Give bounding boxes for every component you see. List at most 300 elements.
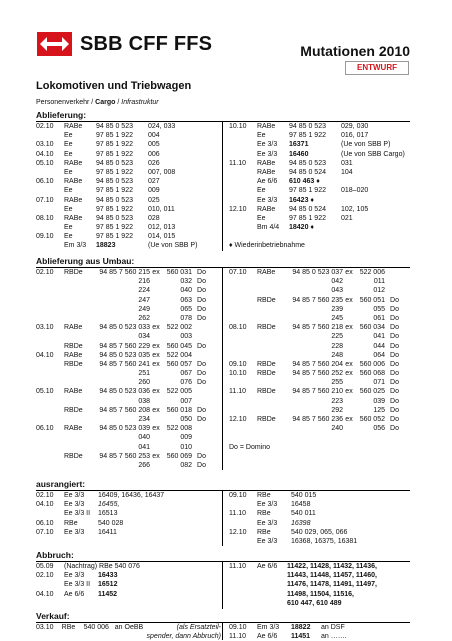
table-row [229, 214, 409, 223]
table-cell [36, 332, 64, 341]
page-title: Mutationen 2010 [300, 43, 410, 59]
section-title-umbau: Ablieferung aus Umbau: [36, 256, 135, 266]
table-cell: 028 [148, 214, 160, 222]
table-cell [36, 433, 64, 442]
table-cell: RBe [61, 624, 76, 631]
table-cell: Ee [257, 214, 266, 222]
table-cell: 04.10 [36, 351, 54, 359]
table-cell: 104 [341, 168, 353, 176]
table-cell: 078 [180, 314, 192, 322]
table-cell [150, 443, 162, 452]
table-cell: 560 057 [166, 360, 192, 368]
table-cell: 248 [331, 351, 343, 359]
table-cell: 97 85 1 922 [96, 168, 133, 176]
table-row [36, 241, 206, 250]
table-row [36, 369, 221, 378]
table-cell: 041 [138, 443, 150, 451]
table-cell: 540 028 [98, 519, 124, 527]
table-cell [150, 378, 162, 387]
table-cell: 11476, 11478, 11491, 11497, [287, 581, 377, 589]
table-cell: 94 85 7 560 235 [292, 296, 343, 304]
table-cell [229, 277, 257, 286]
table-cell: Ee [64, 187, 73, 195]
table-cell: an DSF [321, 624, 345, 631]
table-cell [36, 415, 64, 424]
table-cell [64, 433, 90, 442]
table-cell: Do [197, 296, 206, 304]
table-cell: RBDe [64, 342, 83, 350]
table-cell: 255 [331, 379, 343, 387]
table-cell: ex [345, 388, 353, 396]
ablieferung-right-table [229, 122, 409, 251]
table-cell: 94 85 0 523 [96, 196, 133, 204]
table-cell: Em 3/3 [257, 624, 280, 631]
table-cell: (Nachtrag) RBe 540 076 [64, 563, 140, 570]
table-cell [337, 241, 389, 250]
table-cell [343, 397, 355, 406]
table-cell: 12.10 [229, 416, 247, 423]
table-cell: Do [197, 406, 206, 414]
table-cell: Do [197, 416, 206, 423]
table-cell [36, 205, 64, 214]
table-cell: Do [197, 287, 206, 295]
table-row [36, 397, 221, 406]
table-cell: 94 85 7 560 241 [99, 360, 150, 368]
table-cell: 04.10 [36, 150, 54, 158]
table-cell: 006 [148, 150, 160, 158]
umbau-right-table [229, 268, 411, 452]
table-row [36, 528, 216, 537]
table-cell [257, 232, 289, 241]
table-cell [257, 332, 283, 341]
table-cell: Ae 6/6 [257, 633, 278, 641]
table-cell: ex [345, 269, 353, 276]
table-row [36, 461, 221, 470]
table-cell [229, 599, 257, 608]
table-cell: Ee 3/3 [64, 572, 85, 580]
table-row [229, 590, 411, 599]
table-cell: 012, 013 [148, 224, 176, 232]
table-cell: 94 85 0 524 [289, 205, 326, 213]
table-cell: RBe [64, 519, 78, 527]
table-cell: Ee [257, 132, 266, 140]
table-cell: 97 85 1 922 [96, 233, 133, 241]
table-cell: 94 85 0 523 [96, 159, 133, 167]
table-cell: 063 [180, 296, 192, 304]
table-cell: 076 [180, 379, 192, 387]
table-row [229, 519, 409, 528]
table-cell [36, 443, 64, 452]
table-cell: 94 85 0 523 [289, 123, 326, 130]
breadcrumb-item: Infrastruktur [121, 99, 159, 106]
table-cell [229, 590, 257, 599]
table-cell: 055 [373, 305, 385, 313]
table-cell: 07.10 [36, 528, 54, 536]
table-row [229, 351, 411, 360]
table-cell: Do [390, 379, 399, 387]
table-cell [229, 140, 257, 149]
table-cell: 260 [138, 379, 150, 387]
table-row [36, 277, 221, 286]
table-cell: 97 85 1 922 [96, 150, 133, 158]
table-cell: 292 [331, 406, 343, 414]
table-cell: 025 [148, 196, 160, 204]
table-cell: Ee 3/3 [64, 501, 85, 509]
table-cell: 94 85 0 523 037 [292, 269, 343, 276]
draft-badge: ENTWURF [345, 61, 409, 75]
table-cell: Em 3/3 [64, 242, 87, 250]
table-cell [150, 332, 162, 341]
table-cell: RBDe [64, 360, 83, 368]
table-cell: 071 [373, 379, 385, 387]
table-cell [343, 277, 355, 286]
table-cell: 16411 [98, 528, 117, 536]
table-cell: 94 85 0 523 033 [99, 324, 150, 332]
table-cell [64, 296, 90, 305]
table-cell [257, 314, 283, 323]
table-cell: 009 [148, 187, 160, 195]
table-cell [192, 433, 206, 442]
table-cell: 16398 [291, 519, 311, 527]
sbb-logo [37, 32, 212, 56]
table-cell [192, 323, 206, 332]
table-row [36, 351, 221, 360]
table-cell [192, 351, 206, 360]
table-cell: 06.10 [36, 425, 54, 433]
table-row [36, 342, 221, 351]
table-cell [192, 387, 206, 396]
table-row [229, 424, 411, 433]
table-cell: 94 85 7 560 236 [292, 416, 343, 423]
table-cell: 94 85 7 560 204 [292, 360, 343, 368]
table-cell: ex [152, 360, 160, 368]
table-cell [64, 286, 90, 295]
table-row [229, 415, 411, 424]
table-row [229, 150, 409, 159]
table-cell: 018–020 [341, 187, 369, 195]
table-cell [343, 305, 355, 314]
table-cell: 94 85 0 523 035 [99, 351, 150, 359]
table-cell: 082 [180, 461, 192, 469]
table-cell: Do [197, 461, 206, 469]
table-cell: 560 006 [359, 360, 385, 368]
table-row [36, 214, 206, 223]
table-row [229, 491, 409, 500]
table-cell [343, 433, 355, 442]
table-cell: Ee 3/3 [257, 196, 278, 204]
table-cell: 94 85 0 523 039 [99, 425, 150, 433]
table-cell: ex [345, 296, 353, 304]
table-cell: 16423 ♦ [289, 196, 314, 204]
table-row [36, 500, 216, 509]
table-cell [385, 286, 399, 295]
table-row [229, 223, 409, 232]
table-cell: 02.10 [36, 572, 54, 580]
table-cell [64, 277, 90, 286]
table-cell [36, 296, 64, 305]
table-cell: 043 [331, 287, 343, 295]
logo-text: SBB CFF FFS [80, 32, 213, 55]
table-cell [150, 314, 162, 323]
table-cell [36, 452, 64, 461]
table-cell: Ae 6/6 [64, 590, 85, 598]
table-cell [343, 342, 355, 351]
column-divider [222, 622, 223, 640]
table-cell: Do [197, 379, 206, 387]
table-cell: RBDe [64, 452, 83, 460]
table-cell: 11.10 [229, 388, 246, 396]
table-cell [343, 351, 355, 360]
table-cell: 540 015 [291, 492, 317, 499]
table-cell: 029, 030 [341, 123, 369, 130]
table-cell [36, 168, 64, 177]
section-title-ausrangiert: ausrangiert: [36, 479, 86, 489]
table-cell: 94 85 0 523 [289, 159, 326, 167]
table-cell: ex [152, 324, 160, 332]
table-cell: 11498, 11504, 11516, [287, 590, 354, 598]
table-cell: 94 85 7 560 218 [292, 324, 343, 332]
table-cell [229, 342, 257, 351]
table-cell: 224 [138, 287, 150, 295]
table-cell [229, 223, 257, 232]
table-cell: 08.10 [229, 324, 247, 332]
table-cell: 94 85 0 523 [96, 178, 133, 186]
table-cell [36, 241, 64, 250]
table-cell: Do [390, 388, 399, 396]
table-cell: 94 85 7 560 229 [99, 342, 150, 350]
table-cell: 05.10 [36, 388, 54, 396]
table-row [229, 277, 411, 286]
table-row [229, 378, 411, 387]
table-cell: 560 018 [166, 406, 192, 414]
table-cell [257, 599, 287, 608]
table-cell [36, 186, 64, 195]
table-cell: 041 [373, 333, 385, 341]
table-row [229, 323, 411, 332]
table-cell: 522 006 [359, 269, 385, 276]
table-cell [36, 406, 64, 415]
table-row [36, 332, 221, 341]
table-cell [229, 314, 257, 323]
table-cell: Do [390, 333, 399, 341]
table-cell: (als Ersatzteil- [176, 624, 222, 631]
table-cell: 056 [373, 425, 385, 433]
table-cell: RBDe [64, 406, 83, 414]
table-cell [229, 232, 257, 241]
table-cell [229, 406, 257, 415]
table-cell: Ee [64, 233, 73, 241]
table-cell: (Ue von SBB Cargo) [341, 150, 405, 158]
table-cell [385, 268, 399, 277]
table-cell [257, 590, 287, 599]
column-divider [222, 121, 223, 251]
table-cell: 97 85 1 922 [96, 224, 133, 232]
table-cell: 234 [138, 416, 150, 423]
table-cell [64, 461, 90, 470]
table-cell [36, 305, 64, 314]
table-row [229, 159, 409, 168]
table-cell: Ee 3/3 [257, 150, 278, 158]
table-cell: RBDe [257, 360, 276, 368]
table-cell: 94 85 0 523 036 [99, 388, 150, 396]
table-row [229, 332, 411, 341]
table-cell: Do [390, 351, 399, 359]
table-cell: 540 029, 065, 066 [291, 528, 348, 536]
table-cell [229, 196, 257, 205]
table-cell: ex [152, 406, 160, 414]
table-row [229, 509, 409, 518]
table-cell [283, 433, 343, 442]
table-row [229, 537, 409, 546]
table-cell [36, 342, 64, 351]
table-cell: (Ue von SBB P) [341, 141, 391, 149]
table-row [36, 168, 206, 177]
table-cell: RABe [257, 269, 276, 276]
table-cell: 11.10 [229, 159, 246, 167]
table-cell: 040 [180, 287, 192, 295]
table-cell: 027 [148, 178, 160, 186]
table-cell: 239 [331, 305, 343, 313]
table-cell: 97 85 1 922 [289, 187, 326, 195]
abbruch-right-table [229, 562, 411, 608]
table-cell: Bm 4/4 [257, 224, 280, 232]
table-cell: Ee 3/3 [257, 519, 278, 527]
table-cell: 94 85 7 560 215 [99, 269, 150, 276]
table-cell: ♦ Wiederinbetriebnahme [229, 242, 305, 250]
table-cell: 10.10 [229, 370, 247, 378]
table-cell: 610 463 ♦ [289, 178, 320, 186]
table-cell: 251 [138, 370, 150, 378]
table-cell: 16368, 16375, 16381 [291, 537, 358, 545]
table-cell: 16460 [289, 150, 309, 158]
table-cell: 10.10 [229, 123, 247, 130]
table-cell [64, 378, 90, 387]
table-cell [257, 342, 283, 351]
table-row [229, 168, 409, 177]
table-row [36, 360, 221, 369]
section-title-ablieferung: Ablieferung: [36, 110, 87, 120]
table-cell: Ee 3/3 [64, 528, 85, 536]
table-cell: 16512 [98, 581, 118, 589]
table-row [36, 268, 221, 277]
table-cell: 004 [148, 132, 160, 140]
table-cell: 12.10 [229, 528, 247, 536]
table-cell [150, 415, 162, 424]
table-cell: Ee 3/3 II [64, 510, 91, 518]
table-row [229, 177, 409, 186]
table-cell [257, 397, 283, 406]
table-cell [36, 223, 64, 232]
table-cell: 16458 [291, 501, 311, 509]
table-row [229, 286, 411, 295]
table-cell: 94 85 7 560 210 [292, 388, 343, 396]
table-cell: ex [345, 324, 353, 332]
table-cell [397, 443, 411, 452]
table-cell [36, 314, 64, 323]
table-cell: 005 [148, 141, 160, 149]
table-cell [270, 443, 296, 452]
table-cell [229, 351, 257, 360]
table-cell [289, 232, 341, 241]
table-cell: 610 447, 610 489 [287, 599, 342, 607]
table-cell: 12.10 [229, 205, 247, 213]
table-cell: RABe [257, 159, 276, 167]
table-cell [36, 461, 64, 470]
table-row [229, 186, 409, 195]
table-cell: RABe [64, 324, 83, 332]
table-row [36, 406, 221, 415]
table-cell [355, 443, 367, 452]
table-cell: 97 85 1 922 [289, 214, 326, 222]
verkauf-left-table [36, 623, 221, 641]
table-row [229, 314, 411, 323]
table-cell: 09.10 [229, 624, 247, 631]
table-cell: 010 [180, 443, 192, 451]
ausrangiert-right-table [229, 491, 409, 546]
table-cell: 08.10 [36, 214, 54, 222]
table-cell: 03.10 [36, 624, 54, 631]
table-cell: 18822 [291, 624, 311, 631]
table-cell: 04.10 [36, 501, 54, 509]
table-row [36, 323, 221, 332]
table-cell: 16455, [98, 501, 120, 509]
table-row [229, 296, 411, 305]
table-cell: spender, dann Abbruch) [146, 633, 221, 641]
table-cell: Do [197, 360, 206, 368]
table-cell: RABe [64, 196, 83, 204]
table-row [36, 491, 216, 500]
table-cell: 03.10 [36, 324, 54, 332]
table-row [229, 140, 409, 149]
table-cell [150, 286, 162, 295]
table-row [229, 562, 411, 571]
table-cell: 032 [180, 278, 192, 286]
table-cell: 07.10 [229, 269, 247, 276]
table-cell: 16409, 16436, 16437 [98, 492, 165, 499]
table-row [36, 296, 221, 305]
table-cell [192, 332, 206, 341]
table-row [36, 186, 206, 195]
table-cell [229, 519, 257, 528]
table-cell: Do [197, 370, 206, 378]
table-cell: ex [152, 425, 160, 433]
table-cell: 262 [138, 314, 150, 322]
table-cell: ex [152, 452, 160, 460]
table-cell: 007 [180, 397, 192, 405]
table-row [36, 424, 221, 433]
table-cell [64, 443, 90, 452]
table-cell [64, 314, 90, 323]
table-cell [36, 360, 64, 369]
table-cell [257, 286, 283, 295]
table-cell: Do [390, 425, 399, 433]
table-cell [385, 277, 399, 286]
table-cell: Ee [64, 168, 73, 176]
table-row [36, 205, 206, 214]
table-cell: Do [390, 397, 399, 405]
table-cell [64, 332, 90, 341]
table-cell: Ee [64, 132, 73, 140]
table-cell: 04.10 [36, 590, 54, 598]
table-cell: 039 [373, 397, 385, 405]
table-cell [229, 305, 257, 314]
table-row [36, 122, 206, 131]
table-cell: 11452 [98, 590, 118, 598]
table-row [36, 131, 206, 140]
table-cell [150, 277, 162, 286]
table-cell: Do [197, 269, 206, 276]
table-cell [343, 406, 355, 415]
